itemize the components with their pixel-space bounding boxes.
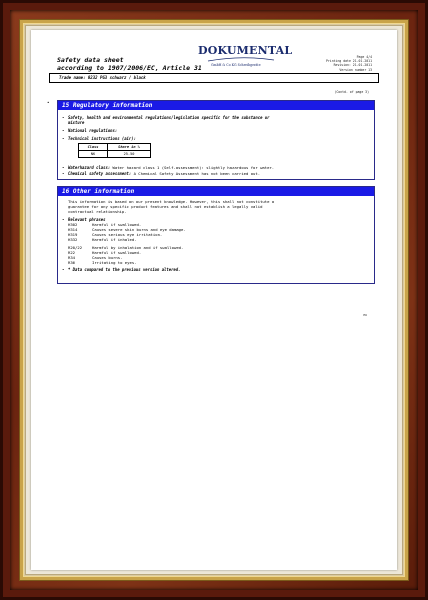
bullet-mark: • — [62, 165, 65, 170]
s15-item5-label: Chemical safety assessment: — [68, 171, 132, 176]
s15-item5 — [68, 171, 260, 176]
section-16 — [57, 186, 375, 284]
s16-footnote: * Data compared to the previous version altered. — [68, 267, 181, 272]
list-item — [68, 237, 137, 242]
s16-intro-line3: contractual relationship. — [68, 209, 127, 214]
phrase-text: Harmful by inhalation and if swallowed. — [92, 245, 184, 250]
phrase-text: Harmful if swallowed. — [92, 222, 142, 227]
phrase-text: Harmful if inhaled. — [92, 237, 137, 242]
phrase-code: R36 — [68, 260, 76, 265]
version-number: Version number 13 — [339, 67, 372, 72]
s15-item4-label: Waterhazard class: — [68, 165, 111, 170]
page-number: Page 4/4 — [356, 55, 372, 59]
phrase-code: H319 — [68, 232, 78, 237]
company-logo: DOKUMENTAL — [198, 44, 293, 57]
bullet-mark: • — [62, 267, 65, 272]
s15-item5-text: A Chemical Safety Assessment has not been carried out. — [133, 171, 261, 176]
trade-name: Trade name: 0232 PG3 schwarz / black — [59, 75, 146, 80]
phrase-text: Causes severe skin burns and eye damage. — [92, 227, 186, 232]
table-cell: 25-50 — [108, 151, 151, 158]
table-row — [79, 151, 151, 158]
bullet-mark: • — [62, 128, 65, 133]
phrase-code: R20/22 — [68, 245, 83, 250]
s16-phrases-label: Relevant phrases — [68, 217, 106, 222]
section-15-heading: 15 Regulatory information — [58, 101, 374, 110]
bullet-mark: • — [62, 136, 65, 141]
phrase-text: Causes burns. — [92, 255, 123, 260]
phrase-text: Irritating to eyes. — [92, 260, 137, 265]
s15-item1-line2: mixture — [68, 120, 85, 125]
title-line-1: Safety data sheet — [57, 56, 124, 64]
document-page — [31, 30, 397, 570]
end-code: EU — [363, 313, 367, 317]
bullet-mark: • — [62, 171, 65, 176]
company-subtitle: GmbH & Co KG Schreibgeräte — [211, 63, 261, 67]
section-16-heading: 16 Other information — [58, 187, 374, 196]
continued-note: (Contd. of page 3) — [334, 90, 369, 94]
document-title — [57, 56, 202, 72]
table-header-row — [79, 144, 151, 151]
bullet-mark: • — [62, 115, 65, 120]
margin-mark: • — [47, 100, 50, 105]
s15-item4-text: Water hazard class 1 (Self-assessment): slightly hazardous for water. — [112, 165, 275, 170]
bullet-mark: • — [62, 217, 65, 222]
list-item — [68, 260, 137, 265]
s15-item3: Technical instructions (air): — [68, 136, 136, 141]
table-header-cell: Class — [79, 144, 108, 151]
s15-item1-line1: Safety, health and environmental regulations/legislation specific for the substance or — [68, 115, 270, 120]
section-15 — [57, 100, 375, 180]
phrase-text: Harmful if swallowed. — [92, 250, 142, 255]
s15-item2: National regulations: — [68, 128, 118, 133]
phrase-text: Causes serious eye irritation. — [92, 232, 163, 237]
phrase-code: H314 — [68, 227, 78, 232]
s16-intro-line1: This information is based on our present knowledge. However, this shall not constitute a — [68, 199, 275, 204]
table-header-cell: Share in % — [108, 144, 151, 151]
s16-intro-line2: guarantee for any specific product features and shall not establish a legally valid — [68, 204, 263, 209]
title-line-2: according to 1907/2006/EC, Article 31 — [57, 64, 202, 72]
revision-date: Revision: 21.01.2011 — [333, 63, 372, 68]
phrase-code: H302 — [68, 222, 78, 227]
table-cell: NK — [79, 151, 108, 158]
air-class-table — [78, 143, 151, 158]
phrase-code: R34 — [68, 255, 76, 260]
logo-swoosh-icon — [206, 56, 276, 63]
page-info — [326, 55, 372, 72]
phrase-code: H332 — [68, 237, 78, 242]
printing-date: Printing date 21.01.2011 — [325, 59, 372, 64]
phrase-code: R22 — [68, 250, 76, 255]
s15-item4 — [68, 165, 274, 170]
